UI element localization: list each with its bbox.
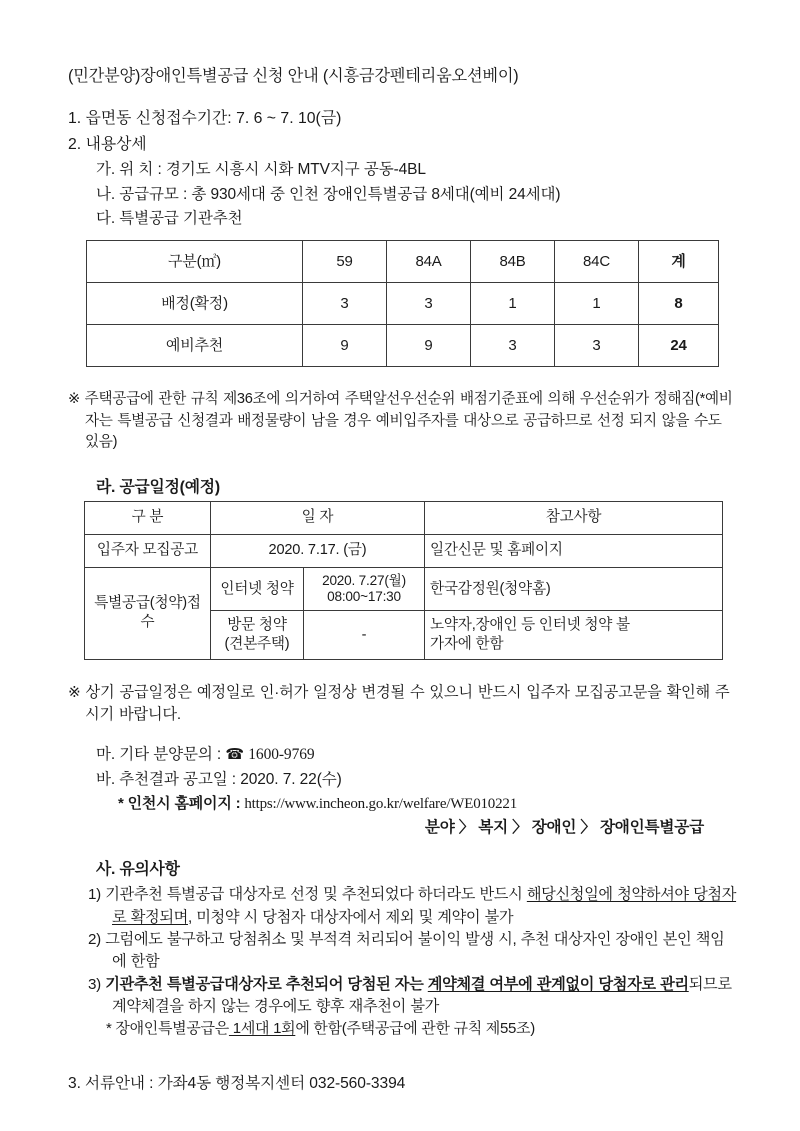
notice-3-number: 3) (88, 975, 101, 993)
cell-reserve-59: 9 (303, 325, 387, 367)
cell-allocated-total: 8 (639, 283, 719, 325)
detail-result-notice: 바. 추천결과 공고일 : 2020. 7. 22(수) (96, 770, 342, 788)
detail-other-inquiry (68, 743, 738, 767)
cell-internet-method: 인터넷 청약 (211, 567, 304, 611)
table-row (85, 567, 723, 611)
note-schedule-change: ※ 상기 공급일정은 예정일로 인·허가 일정상 변경될 수 있으니 반드시 입주자 모집공고문을 확인해 주시기 바랍니다. (68, 683, 730, 724)
header-cell-84a: 84A (387, 241, 471, 283)
notice-item-1 (68, 884, 738, 929)
header-cell-division: 구 분 (85, 501, 211, 534)
detail-supply-scale: 나. 공급규모 : 총 930세대 중 인천 장애인특별공급 8세대(예비 24세대) (96, 185, 561, 203)
cell-announcement-remark: 일간신문 및 홈페이지 (425, 534, 723, 567)
notice-2-number: 2) (88, 930, 101, 948)
notice-section-header: 사. 유의사항 (96, 861, 180, 879)
notice-star-suffix: 에 한함(주택공급에 관한 규칙 제55조) (295, 1020, 535, 1038)
notice-2-part1: 그럼에도 불구하고 당첨취소 및 부적격 처리되어 불이익 발생 시, 추천 대상자인 장애인 본인 책임에 한함 (105, 930, 725, 971)
cell-announcement-label: 입주자 모집공고 (85, 534, 211, 567)
cell-allocated-84c: 1 (555, 283, 639, 325)
visit-method-line2: (견본주택) (224, 635, 290, 652)
notice-star-line (68, 1018, 738, 1041)
cell-reserve-84b: 3 (471, 325, 555, 367)
note-rule-36: ※ 주택공급에 관한 규칙 제36조에 의거하여 주택알선우선순위 배점기준표에 의해 우선순위가 정해짐(*예비자는 특별공급 신청결과 배정물량이 남을 경우 예비입주자를 대상으로 공급하므로 선정 되지 않을 수도 있음) (68, 391, 733, 451)
table-row-header (85, 501, 723, 534)
homepage-line (68, 792, 738, 816)
cell-allocated-59: 3 (303, 283, 387, 325)
header-cell-total: 계 (639, 241, 719, 283)
cell-internet-remark: 한국감정원(청약홈) (425, 567, 723, 611)
header-cell-84b: 84B (471, 241, 555, 283)
cell-announcement-date: 2020. 7.17. (금) (211, 534, 425, 567)
header-cell-date: 일 자 (211, 501, 425, 534)
notice-item-3 (68, 974, 738, 1019)
notice-1-number: 1) (88, 886, 101, 904)
table-row (87, 325, 719, 367)
header-cell-84c: 84C (555, 241, 639, 283)
notice-star-prefix: * 장애인특별공급은 (106, 1020, 229, 1038)
detail-location: 가. 위 치 : 경기도 시흥시 시화 MTV지구 공동-4BL (96, 161, 426, 179)
section-1-application-period: 1. 읍면동 신청접수기간: 7. 6 ~ 7. 10(금) (68, 110, 342, 128)
cell-visit-method (211, 611, 304, 659)
table-row (87, 283, 719, 325)
homepage-label: * 인천시 홈페이지 : (118, 795, 245, 813)
other-inquiry-phone: 1600-9769 (248, 746, 315, 764)
section-3-documents: 3. 서류안내 : 가좌4동 행정복지센터 032-560-3394 (68, 1074, 406, 1092)
header-cell-59: 59 (303, 241, 387, 283)
notice-1-underlined: 해당신청일에 청약하셔야 당첨자로 확정되며 (112, 886, 737, 926)
cell-allocated-84a: 3 (387, 283, 471, 325)
homepage-url[interactable]: https://www.incheon.go.kr/welfare/WE010221 (244, 796, 517, 813)
cell-reserve-84c: 3 (555, 325, 639, 367)
table-row-header (87, 241, 719, 283)
cell-allocated-84b: 1 (471, 283, 555, 325)
notice-star-underlined: 1세대 1회 (228, 1020, 296, 1038)
notice-1-part1: 기관추천 특별공급 대상자로 선정 및 추천되었다 하더라도 반드시 (105, 886, 527, 904)
notice-3-bold-underlined: 계약체결 여부에 관계없이 당첨자로 관리 (427, 975, 689, 993)
notice-item-2 (68, 929, 738, 974)
breadcrumb: 분야 〉 복지 〉 장애인 〉 장애인특별공급 (424, 819, 704, 837)
cell-reserve-84a: 9 (387, 325, 471, 367)
cell-internet-date (304, 567, 425, 611)
visit-method-line1: 방문 청약 (227, 617, 287, 634)
other-inquiry-label: 마. 기타 분양문의 : (96, 746, 226, 764)
allocation-table (86, 240, 719, 367)
row-label-reserve: 예비추천 (87, 325, 303, 367)
notice-3-part2: 되므로 계약체결을 하지 않는 경우에도 향후 재추천이 불가 (112, 975, 732, 1015)
notice-1-part2: , 미청약 시 당첨자 대상자에서 제외 및 계약이 불가 (187, 908, 514, 926)
cell-special-supply-group: 특별공급(청약)접수 (85, 567, 211, 659)
row-label-allocated: 배정(확정) (87, 283, 303, 325)
notice-3-bold-part: 기관추천 특별공급대상자로 추천되어 당첨된 자는 (105, 975, 428, 993)
cell-reserve-total: 24 (639, 325, 719, 367)
visit-remark-line2: 가자에 한함 (430, 635, 504, 652)
detail-schedule-header: 라. 공급일정(예정) (96, 479, 220, 497)
cell-visit-remark (425, 611, 723, 659)
internet-date-line2: 08:00~17:30 (327, 588, 401, 604)
header-cell-category: 구분(㎡) (87, 241, 303, 283)
table-row (85, 534, 723, 567)
internet-date-line1: 2020. 7.27(월) (322, 572, 406, 588)
cell-visit-date: - (304, 611, 425, 659)
visit-remark-line1: 노약자,장애인 등 인터넷 청약 불 (430, 617, 630, 634)
telephone-icon: ☎ (225, 746, 245, 764)
detail-special-supply: 다. 특별공급 기관추천 (96, 210, 243, 227)
section-2-details: 2. 내용상세 (68, 135, 147, 153)
page-title: (민간분양)장애인특별공급 신청 안내 (시흥금강펜테리움오션베이) (68, 67, 519, 85)
header-cell-remark: 참고사항 (425, 501, 723, 534)
schedule-table (84, 501, 723, 660)
